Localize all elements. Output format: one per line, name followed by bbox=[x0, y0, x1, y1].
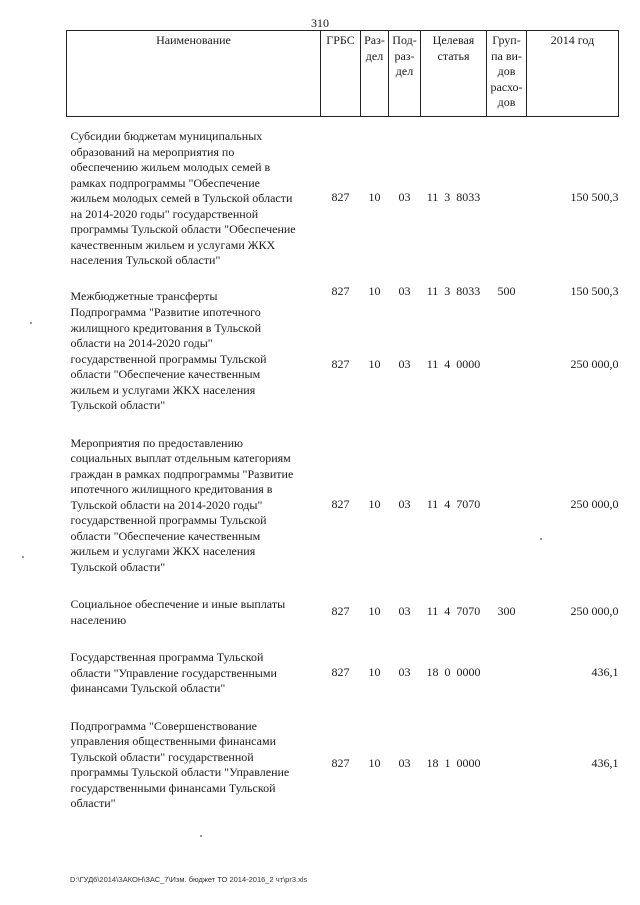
table-row bbox=[67, 117, 619, 279]
scan-speck bbox=[200, 835, 202, 837]
table-row bbox=[67, 279, 619, 306]
scan-speck bbox=[540, 538, 542, 540]
row-expense-group: 500 bbox=[497, 284, 516, 298]
row-target-article: 18 0 0000 bbox=[426, 664, 481, 679]
header-expense-group: Груп- па ви- дов расхо- дов bbox=[487, 31, 527, 117]
row-name: Подпрограмма "Совершенствование управления общественными финансами Тульской области" государственной программы Тульской области "Управление государственными финансами Тульской области" bbox=[70, 718, 290, 810]
row-expense-group bbox=[487, 305, 527, 424]
header-target-article: Целевая статья bbox=[421, 31, 487, 117]
row-podrazdel: 03 bbox=[398, 356, 411, 371]
row-razdel: 10 bbox=[368, 496, 381, 511]
row-amount: 436,1 bbox=[591, 756, 619, 771]
row-target-article: 11 4 7070 bbox=[426, 603, 481, 618]
page-number: 310 bbox=[311, 16, 329, 30]
row-name: Подпрограмма "Развитие ипотечного жилищного кредитования в Тульской области на 2014-2020 годы" государственной программы Тульской области "Обеспечение качественным жильем и услугами ЖКХ населения Тульской области" bbox=[70, 305, 267, 412]
row-name: Межбюджетные трансферты bbox=[70, 288, 218, 303]
row-expense-group bbox=[487, 117, 527, 279]
row-expense-group: 300 bbox=[497, 603, 516, 618]
row-razdel: 10 bbox=[368, 664, 381, 679]
row-target-article: 11 3 8033 bbox=[426, 284, 481, 298]
row-podrazdel: 03 bbox=[398, 284, 411, 298]
row-amount: 150 500,3 bbox=[570, 190, 619, 204]
row-name: Мероприятия по предоставлению социальных выплат отдельным категориям граждан в рамках подпрограммы "Развитие ипотечного жилищного кредитования в Тульской области на 2014-2020 годы" государственной программы Тульской области "Обеспечение качественным жильем и услугами ЖКХ населения Тульской области" bbox=[70, 435, 294, 574]
row-grbs: 827 bbox=[331, 190, 350, 204]
row-name: Субсидии бюджетам муниципальных образований на мероприятия по обеспечению жильем молодых семей в рамках подпрограммы "Обеспечение жильем молодых семей в Тульской области на 2014-2020 годы" государственной программы Тульской области "Обеспечение качественным жильем и услугами ЖКХ населения Тульской области" bbox=[70, 129, 296, 267]
row-grbs: 827 bbox=[331, 284, 350, 298]
row-podrazdel: 03 bbox=[398, 190, 411, 204]
table-row bbox=[67, 707, 619, 822]
row-grbs: 827 bbox=[331, 756, 350, 771]
row-name: Государственная программа Тульской области "Управление государственными финансами Тульской области" bbox=[70, 650, 277, 695]
row-grbs: 827 bbox=[331, 496, 350, 511]
row-razdel: 10 bbox=[368, 756, 381, 771]
scan-speck bbox=[30, 322, 32, 324]
scan-speck bbox=[22, 556, 24, 558]
row-amount: 250 000,0 bbox=[570, 603, 619, 618]
row-razdel: 10 bbox=[368, 190, 381, 204]
header-grbs: ГРБС bbox=[321, 31, 361, 117]
header-name: Наименование bbox=[67, 31, 321, 117]
row-razdel: 10 bbox=[368, 284, 381, 298]
header-year-2014: 2014 год bbox=[527, 31, 619, 117]
row-razdel: 10 bbox=[368, 356, 381, 371]
row-target-article: 11 4 0000 bbox=[426, 356, 481, 371]
table-header-row bbox=[67, 31, 619, 117]
row-amount: 436,1 bbox=[591, 664, 619, 679]
row-expense-group bbox=[487, 424, 527, 586]
table-row bbox=[67, 424, 619, 586]
row-name: Социальное обеспечение и иные выплаты населению bbox=[70, 597, 286, 627]
row-expense-group bbox=[487, 707, 527, 822]
row-target-article: 11 3 8033 bbox=[426, 190, 481, 204]
row-expense-group bbox=[487, 638, 527, 707]
row-podrazdel: 03 bbox=[398, 664, 411, 679]
row-amount: 250 000,0 bbox=[570, 496, 619, 511]
row-podrazdel: 03 bbox=[398, 603, 411, 618]
row-amount: 150 500,3 bbox=[570, 284, 619, 298]
budget-table bbox=[66, 30, 619, 822]
row-grbs: 827 bbox=[331, 664, 350, 679]
header-razdel: Раз- дел bbox=[361, 31, 389, 117]
table-row bbox=[67, 638, 619, 707]
row-podrazdel: 03 bbox=[398, 496, 411, 511]
row-amount: 250 000,0 bbox=[570, 356, 619, 371]
row-target-article: 11 4 7070 bbox=[426, 496, 481, 511]
header-podrazdel: Под- раз- дел bbox=[389, 31, 421, 117]
row-grbs: 827 bbox=[331, 356, 350, 371]
row-target-article: 18 1 0000 bbox=[426, 756, 481, 771]
file-path-footer: D:\ГУД6\2014\ЗАКОН\ЗАС_7\Изм. бюджет ТО 2014-2016_2 чт\pr3.xls bbox=[70, 875, 308, 884]
row-razdel: 10 bbox=[368, 603, 381, 618]
row-grbs: 827 bbox=[331, 603, 350, 618]
row-podrazdel: 03 bbox=[398, 756, 411, 771]
table-row bbox=[67, 305, 619, 424]
table-row bbox=[67, 585, 619, 638]
